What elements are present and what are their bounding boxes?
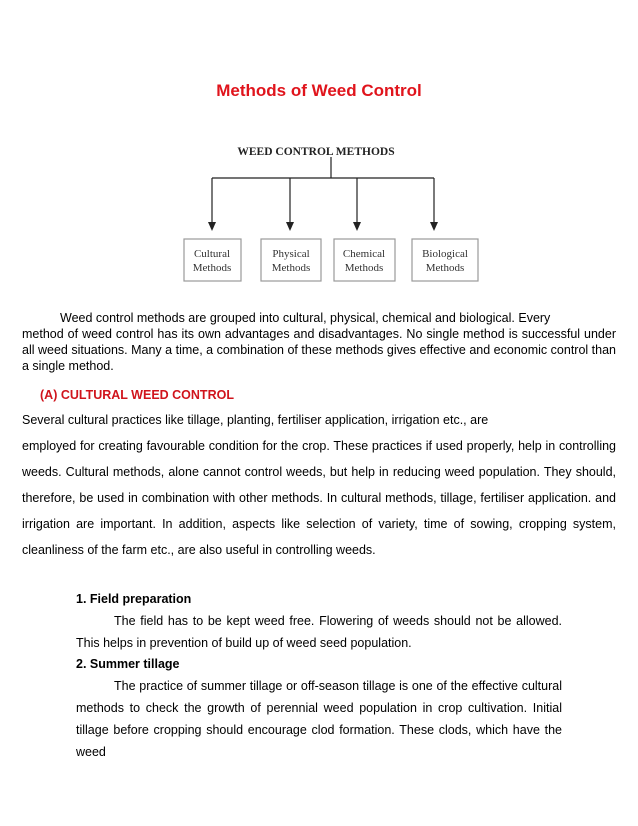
- field-prep-line-2: This helps in prevention of build up of weed seed population.: [76, 636, 412, 650]
- cultural-line-1: Several cultural practices like tillage, planting, fertiliser application, irrigation etc., are: [22, 413, 489, 427]
- box-biological-line2: Methods: [425, 262, 465, 274]
- diagram-box-chemical: [334, 239, 395, 281]
- box-physical-line1: Physical: [272, 248, 310, 260]
- diagram-box-physical: [261, 239, 321, 281]
- box-cultural-line2: Methods: [192, 262, 232, 274]
- field-prep-line-1: The field has to be kept weed free. Flowering of weeds should not be allowed.: [114, 614, 562, 628]
- summer-tillage-line-3: tillage before cropping should encourage clod formation. These clods, which have the: [76, 723, 562, 737]
- field-preparation-section: [76, 588, 562, 654]
- box-physical-line2: Methods: [271, 262, 311, 274]
- diagram-arrow-chemical: [353, 178, 361, 231]
- diagram-arrow-physical: [286, 178, 294, 231]
- cultural-line-6: cleanliness of the farm etc., are also useful in controlling weeds.: [22, 543, 376, 557]
- summer-tillage-line-2: methods to check the growth of perennial weed population in crop cultivation. Initial: [76, 701, 562, 715]
- intro-line-4: a single method.: [22, 359, 114, 373]
- cultural-line-4: therefore, be used in combination with other methods. In cultural methods, tillage, fertiliser application. and: [22, 491, 616, 505]
- diagram-arrow-cultural: [208, 178, 216, 231]
- section-heading-cultural: (A) CULTURAL WEED CONTROL: [40, 388, 234, 402]
- summer-tillage-heading: 2. Summer tillage: [76, 657, 180, 671]
- diagram-arrow-biological: [430, 178, 438, 231]
- summer-tillage-line-1: The practice of summer tillage or off-season tillage is one of the effective cultural: [114, 679, 562, 693]
- summer-tillage-line-4: weed: [76, 745, 106, 759]
- weed-control-diagram: [0, 0, 638, 300]
- diagram-root-label: WEED CONTROL METHODS: [237, 146, 395, 158]
- summer-tillage-section: [76, 653, 562, 763]
- diagram-box-biological: [412, 239, 478, 281]
- diagram-box-cultural: [184, 239, 241, 281]
- cultural-line-5: irrigation are important. In addition, aspects like selection of variety, time of sowing, cropping system,: [22, 517, 616, 531]
- cultural-line-2: employed for creating favourable condition for the crop. These practices if used properly, help in controlling: [22, 439, 616, 453]
- cultural-line-3: weeds. Cultural methods, alone cannot control weeds, but help in reducing weed population. They should,: [22, 465, 616, 479]
- box-chemical-line2: Methods: [344, 262, 384, 274]
- page-title: Methods of Weed Control: [216, 81, 422, 100]
- field-preparation-heading: 1. Field preparation: [76, 592, 192, 606]
- intro-paragraph: [22, 310, 616, 374]
- intro-line-2: method of weed control has its own advantages and disadvantages. No single method is successful under: [22, 327, 616, 341]
- box-cultural-line1: Cultural: [193, 248, 231, 260]
- cultural-paragraph: [22, 407, 616, 563]
- box-chemical-line1: Chemical: [342, 248, 386, 260]
- intro-line-3: all weed situations. Many a time, a combination of these methods gives effective and economic control than: [22, 343, 616, 357]
- intro-line-1: Weed control methods are grouped into cultural, physical, chemical and biological. Every: [60, 311, 551, 325]
- box-biological-line1: Biological: [422, 248, 468, 260]
